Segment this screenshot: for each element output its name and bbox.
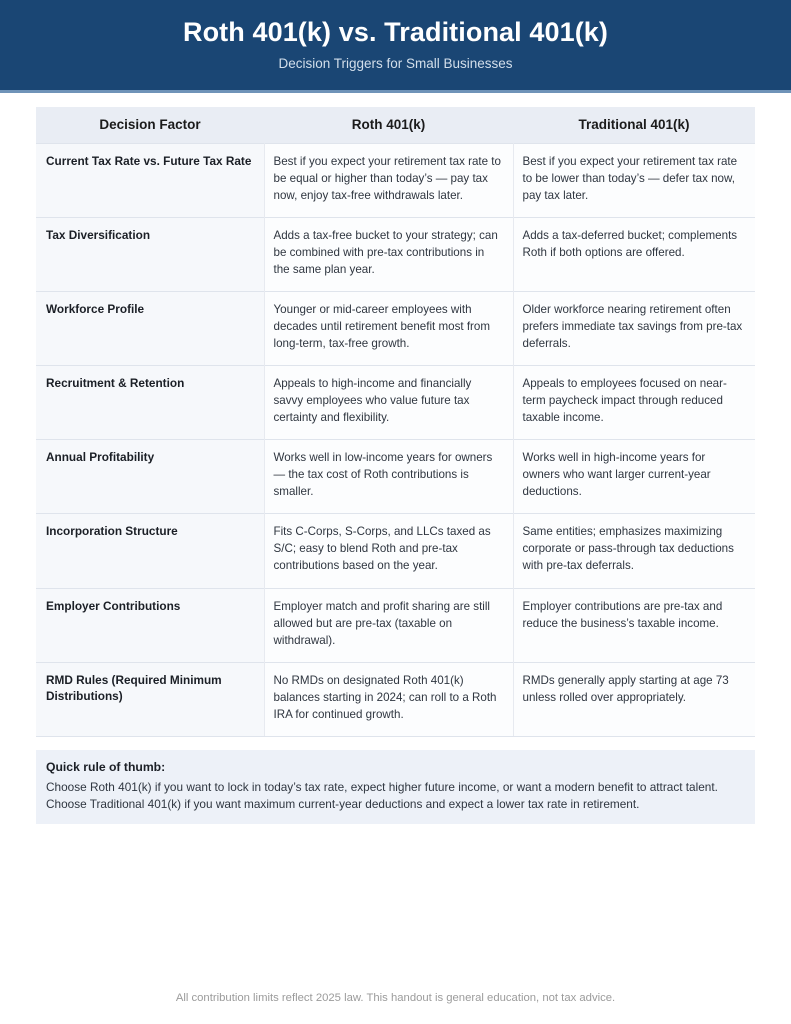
cell-decision-factor: Workforce Profile <box>36 292 264 366</box>
cell-roth: Adds a tax-free bucket to your strategy; can be combined with pre-tax contributions in the same plan year. <box>264 218 513 292</box>
table-head <box>36 107 755 144</box>
footer-disclaimer: All contribution limits reflect 2025 law. This handout is general education, not tax advice. <box>175 992 616 1004</box>
cell-traditional: Adds a tax-deferred bucket; complements Roth if both options are offered. <box>513 218 755 292</box>
column-header-roth: Roth 401(k) <box>264 107 513 144</box>
cell-traditional: Same entities; emphasizes maximizing corporate or pass-through tax deductions with pre-tax deferrals. <box>513 514 755 588</box>
table-row <box>36 440 755 514</box>
cell-roth: Fits C-Corps, S-Corps, and LLCs taxed as S/C; easy to blend Roth and pre-tax contributions based on the year. <box>264 514 513 588</box>
cell-decision-factor: Current Tax Rate vs. Future Tax Rate <box>36 143 264 217</box>
cell-traditional: Employer contributions are pre-tax and reduce the business’s taxable income. <box>513 588 755 662</box>
page-header-band <box>0 0 791 93</box>
callout-title: Quick rule of thumb: <box>46 759 166 774</box>
cell-traditional: Works well in high-income years for owners who want larger current-year deductions. <box>513 440 755 514</box>
quick-rule-callout <box>36 750 755 824</box>
page-title: Roth 401(k) vs. Traditional 401(k) <box>182 17 609 47</box>
cell-decision-factor: Annual Profitability <box>36 440 264 514</box>
cell-decision-factor: Tax Diversification <box>36 218 264 292</box>
table-row <box>36 514 755 588</box>
cell-decision-factor: RMD Rules (Required Minimum Distributions) <box>36 662 264 736</box>
cell-roth: Works well in low-income years for owners — the tax cost of Roth contributions is smaller. <box>264 440 513 514</box>
cell-roth: Appeals to high-income and financially savvy employees who value future tax certainty and flexibility. <box>264 366 513 440</box>
table-body <box>36 143 755 736</box>
cell-decision-factor: Incorporation Structure <box>36 514 264 588</box>
cell-decision-factor: Employer Contributions <box>36 588 264 662</box>
cell-traditional: Appeals to employees focused on near-term paycheck impact through reduced taxable income. <box>513 366 755 440</box>
table-row <box>36 218 755 292</box>
comparison-table <box>36 107 755 737</box>
cell-roth: No RMDs on designated Roth 401(k) balances starting in 2024; can roll to a Roth IRA for continued growth. <box>264 662 513 736</box>
cell-decision-factor: Recruitment & Retention <box>36 366 264 440</box>
cell-traditional: Older workforce nearing retirement often prefers immediate tax savings from pre-tax deferrals. <box>513 292 755 366</box>
table-row <box>36 292 755 366</box>
column-header-traditional: Traditional 401(k) <box>513 107 755 144</box>
cell-roth: Best if you expect your retirement tax rate to be equal or higher than today’s — pay tax now, enjoy tax-free withdrawals later. <box>264 143 513 217</box>
page-subtitle: Decision Triggers for Small Businesses <box>278 55 513 71</box>
comparison-table-container <box>0 93 791 737</box>
table-row <box>36 662 755 736</box>
table-row <box>36 143 755 217</box>
cell-roth: Employer match and profit sharing are still allowed but are pre-tax (taxable on withdrawal). <box>264 588 513 662</box>
cell-roth: Younger or mid-career employees with decades until retirement benefit most from long-term, tax-free growth. <box>264 292 513 366</box>
cell-traditional: Best if you expect your retirement tax rate to be lower than today’s — defer tax now, pay tax later. <box>513 143 755 217</box>
column-header-decision-factor: Decision Factor <box>36 107 264 144</box>
callout-body: Choose Roth 401(k) if you want to lock in today’s tax rate, expect higher future income, or want a modern benefit to attract talent. Choose Traditional 401(k) if you want maximum current-year deductions and expect a lower tax rate in retirement. <box>46 779 718 812</box>
table-row <box>36 366 755 440</box>
cell-traditional: RMDs generally apply starting at age 73 unless rolled over appropriately. <box>513 662 755 736</box>
table-row <box>36 588 755 662</box>
table-header-row <box>36 107 755 144</box>
